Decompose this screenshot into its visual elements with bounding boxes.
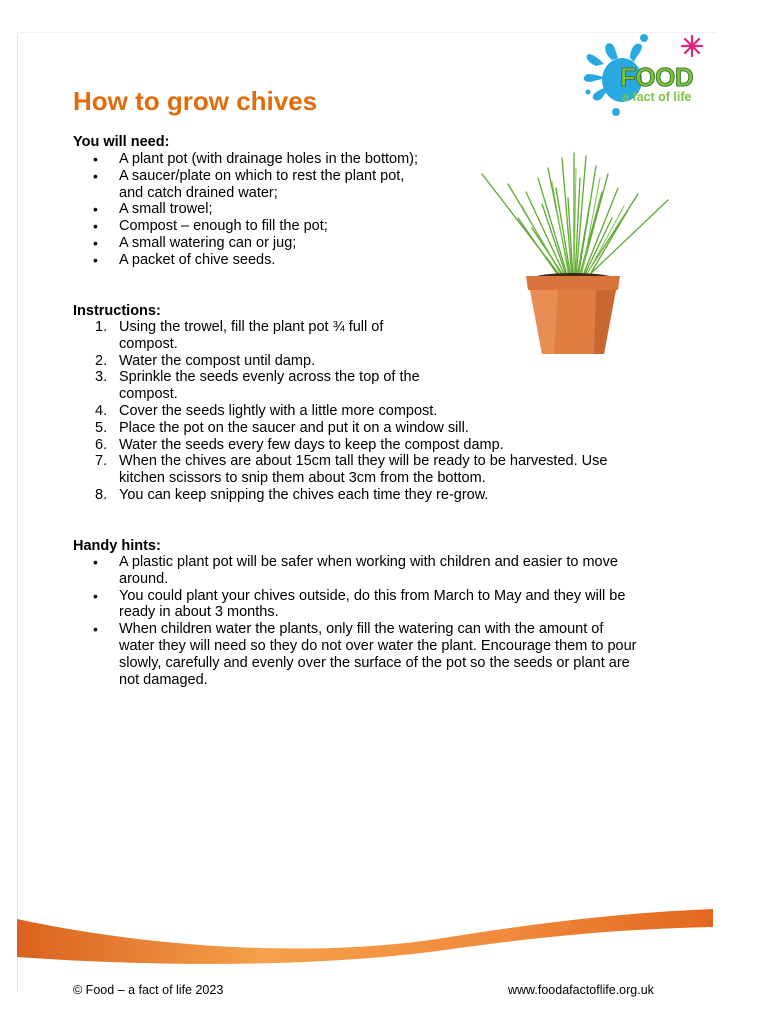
footer-copyright: © Food – a fact of life 2023 xyxy=(73,983,224,997)
step-text: Water the compost until damp. xyxy=(119,352,316,369)
page-title: How to grow chives xyxy=(73,86,318,116)
hint-text: When children water the plants, only fill the watering can with the amount of xyxy=(119,621,604,638)
orange-wave-decoration xyxy=(17,905,713,975)
hint-text: A plastic plant pot will be safer when working with children and easier to move xyxy=(119,554,618,570)
step-number: 3. xyxy=(95,369,108,386)
list-item-text: A small watering can or jug; xyxy=(119,234,297,251)
hint-text: around. xyxy=(119,570,169,587)
step-number: 1. xyxy=(95,319,108,335)
handy-hints-list xyxy=(73,554,636,688)
list-item xyxy=(73,319,607,353)
hint-text: ready in about 3 months. xyxy=(119,604,279,621)
logo-tagline: a fact of life xyxy=(622,90,692,104)
list-item-text: A saucer/plate on which to rest the plant pot, xyxy=(119,167,405,184)
hint-text: slowly, carefully and evenly over the surface of the pot so the seeds or plant are xyxy=(119,654,630,671)
hint-text: water they will need so they do not over water the plant. Encourage them to pour xyxy=(119,637,637,654)
list-item xyxy=(73,252,418,269)
step-number: 6. xyxy=(95,436,108,453)
logo-word: FOOD xyxy=(620,62,694,92)
step-text: Using the trowel, fill the plant pot ¾ full of xyxy=(119,319,384,335)
list-item xyxy=(73,353,607,370)
page-border-left xyxy=(17,32,18,992)
list-item xyxy=(73,453,607,487)
list-item xyxy=(73,403,607,420)
list-item xyxy=(73,369,607,403)
hint-text: not damaged. xyxy=(119,671,208,688)
step-text: Sprinkle the seeds evenly across the top of the xyxy=(119,369,420,386)
step-text: You can keep snipping the chives each time they re-grow. xyxy=(119,486,489,503)
list-item xyxy=(73,218,418,235)
you-will-need-heading: You will need: xyxy=(73,134,170,150)
step-text: When the chives are about 15cm tall they will be ready to be harvested. Use xyxy=(119,453,608,470)
list-item xyxy=(73,487,607,504)
step-text: kitchen scissors to snip them about 3cm from the bottom. xyxy=(119,470,486,487)
step-number: 4. xyxy=(95,402,108,419)
list-item-text: A plant pot (with drainage holes in the bottom); xyxy=(119,151,419,167)
step-number: 5. xyxy=(95,419,108,436)
step-text: compost. xyxy=(119,335,178,352)
step-text: Water the seeds every few days to keep the compost damp. xyxy=(119,436,504,453)
you-will-need-list xyxy=(73,151,418,269)
handy-hints-heading: Handy hints: xyxy=(73,538,161,554)
list-item-text: A small trowel; xyxy=(119,201,213,218)
step-number: 7. xyxy=(95,453,108,470)
step-number: 2. xyxy=(95,352,108,369)
step-number: 8. xyxy=(95,486,108,503)
instructions-list xyxy=(73,319,607,504)
list-item xyxy=(73,621,636,688)
step-text: Cover the seeds lightly with a little more compost. xyxy=(119,402,438,419)
logo-star-icon xyxy=(682,36,702,56)
list-item xyxy=(73,437,607,454)
list-item-text: and catch drained water; xyxy=(119,184,278,201)
list-item-text: Compost – enough to fill the pot; xyxy=(119,218,328,235)
list-item xyxy=(73,420,607,437)
list-item-text: A packet of chive seeds. xyxy=(119,251,276,268)
list-item xyxy=(73,235,418,252)
list-item xyxy=(73,151,418,168)
step-text: Place the pot on the saucer and put it on a window sill. xyxy=(119,419,469,436)
list-item xyxy=(73,554,636,588)
hint-text: You could plant your chives outside, do this from March to May and they will be xyxy=(119,587,626,604)
list-item xyxy=(73,201,418,218)
food-a-fact-of-life-logo xyxy=(582,32,712,118)
list-item xyxy=(73,168,418,202)
instructions-heading: Instructions: xyxy=(73,303,161,319)
step-text: compost. xyxy=(119,386,178,403)
footer-website-link[interactable]: www.foodafactoflife.org.uk xyxy=(508,983,654,997)
list-item xyxy=(73,588,636,622)
